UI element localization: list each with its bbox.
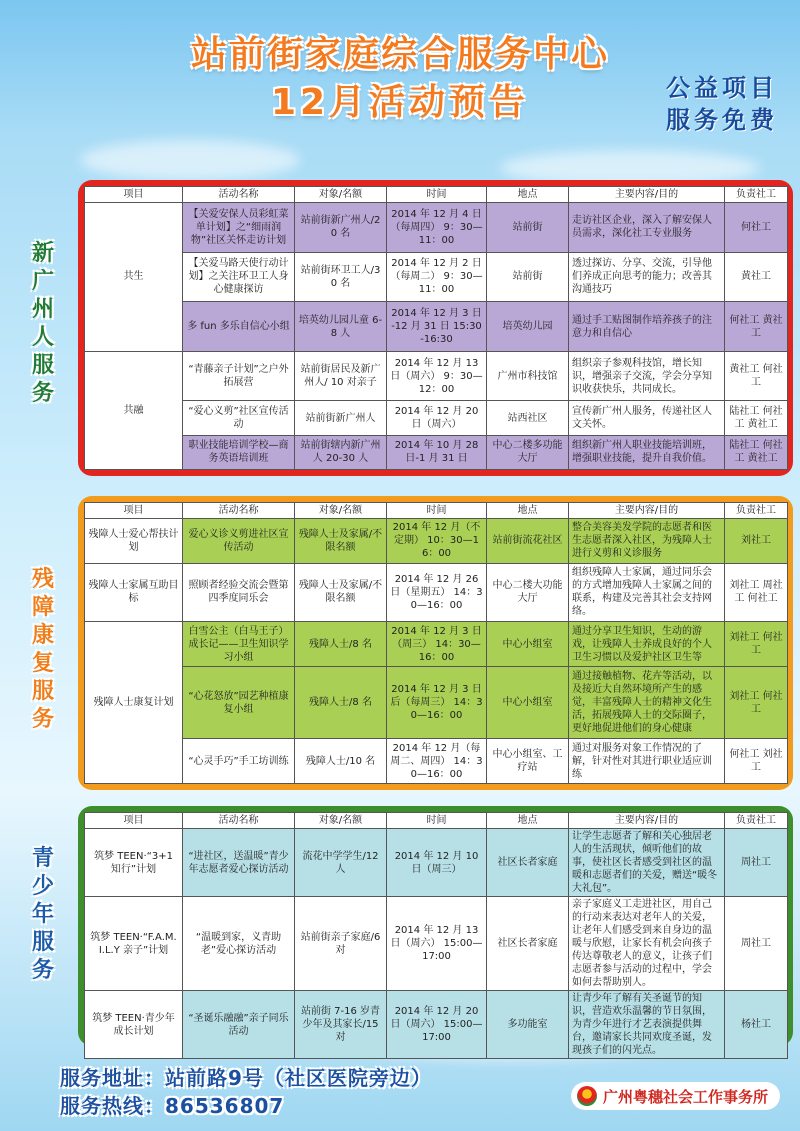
- project-cell: 残障人士家属互助目标: [85, 563, 183, 622]
- project-cell: 筑梦 TEEN·青少年成长计划: [85, 991, 183, 1059]
- table-header-row: [85, 503, 788, 519]
- table-row: “心灵手巧”手工坊训练 残障人士/10 名 2014 年 12 月（每周二、周四） 14：30—16：00 中心小组室、工疗站 通过对服务对象工作情况的了解，针对性对其进行职业适应训练 何社工 刘社工: [85, 739, 788, 784]
- table-row: 筑梦 TEEN·“3+1 知行”计划 “进社区，送温暖”青少年志愿者爱心探访活动 流花中学学生/12 人 2014 年 12 月 10 日（周三） 社区长者家庭 让学生志愿者了解和关心独居老人的生活现状，倾听他们的故事，使社区长者感受到社区的温暖和志愿者们的关爱，赠送“暖冬大礼包”。 周社工: [85, 829, 788, 897]
- table-row: 共融 “青藤亲子计划”之户外拓展营 站前街居民及新广州人/ 10 对亲子 2014 年 12 月 13 日（周六） 9：30—12：00 广州市科技馆 组织亲子参观科技馆，增长知识，增强亲子交流，学会分享知识收获快乐，共同成长。 黄社工 何社工: [85, 351, 788, 401]
- table-header-row: [85, 813, 788, 829]
- activity-table-new-guangzhou: [84, 186, 788, 470]
- column-header: 活动名称: [183, 503, 295, 519]
- project-cell: 筑梦 TEEN·“F.A.M.I.L.Y 亲子”计划: [85, 897, 183, 991]
- column-header: 对象/名额: [295, 503, 387, 519]
- column-header: 地点: [487, 813, 569, 829]
- table-header-row: [85, 187, 788, 203]
- organization-logo-icon: [577, 1086, 597, 1106]
- column-header: 地点: [487, 187, 569, 203]
- project-cell: 共生: [85, 203, 183, 352]
- slogan-line-2: 服务免费: [666, 105, 778, 134]
- column-header: 时间: [387, 503, 487, 519]
- column-header: 项目: [85, 187, 183, 203]
- table-row: 多 fun 多乐自信心小组 培英幼儿园儿童 6-8 人 2014 年 12 月 3 日 -12 月 31 日 15:30-16:30 培英幼儿园 通过手工贴图制作培养孩子的注意力和自信心 何社工 黄社工: [85, 302, 788, 352]
- section-label-youth: 青 少 年 服 务: [31, 846, 54, 983]
- table-row: 残障人士康复计划 白雪公主（白马王子）成长记——卫生知识学习小组 残障人士/8 名 2014 年 12 月 3 日（周三） 14：30—16：00 中心小组室 通过分享卫生知识，生动的游戏，让残障人士养成良好的个人卫生习惯以及爱护社区卫生等 刘社工 何社工: [85, 622, 788, 667]
- column-header: 主要内容/目的: [569, 187, 725, 203]
- table-row: 筑梦 TEEN·青少年成长计划 “圣诞乐融融”亲子同乐活动 站前街 7-16 岁青少年及其家长/15 对 2014 年 12 月 20 日（周六） 15:00—17:00 多功能室 让青少年了解有关圣诞节的知识，营造欢乐温馨的节日氛围，为青少年进行才艺表演提供舞台，邀请家长共同欢度圣诞，发现孩子们的闪光点。 杨社工: [85, 991, 788, 1059]
- slogan-line-1: 公益项目: [666, 73, 778, 102]
- table-row: “爱心义剪”社区宣传活动 站前街新广州人 2014 年 12 月 20 日（周六） 站西社区 宣传新广州人服务，传递社区人文关怀。 陆社工 何社工 黄社工: [85, 401, 788, 435]
- activity-table-disability: [84, 502, 788, 784]
- column-header: 主要内容/目的: [569, 813, 725, 829]
- page-title: 站前街家庭综合服务中心: [190, 34, 609, 75]
- column-header: 主要内容/目的: [569, 503, 725, 519]
- table-row: 筑梦 TEEN·“F.A.M.I.L.Y 亲子”计划 “温暖到家，义青助老”爱心探访活动 站前街亲子家庭/6 对 2014 年 12 月 13 日（周六） 15:00—17:00 社区长者家庭 亲子家庭义工走进社区，用自己的行动来表达对老年人的关爱，让老年人们感受到来自身边的温暖与欣慰，让家长有机会向孩子传达尊敬老人的意义，让孩子们志愿者参与活动的过程中，学会如何去帮助别人。 周社工: [85, 897, 788, 991]
- service-address: 服务地址：站前路9号（社区医院旁边）: [60, 1066, 432, 1090]
- project-cell: 残障人士爱心帮扶计划: [85, 519, 183, 564]
- column-header: 项目: [85, 813, 183, 829]
- section-label-new-guangzhou: 新 广 州 人 服 务: [31, 241, 54, 406]
- column-header: 负责社工: [725, 187, 788, 203]
- project-cell: 筑梦 TEEN·“3+1 知行”计划: [85, 829, 183, 897]
- table-row: 共生 【关爱安保人员彩虹菜单计划】之“细雨润物”社区关怀走访计划 站前街新广州人/20 名 2014 年 12 月 4 日（每周四） 9：30—11：00 站前街 走访社区企业，深入了解安保人员需求，深化社工专业服务 何社工: [85, 203, 788, 253]
- section-youth-panel: [78, 806, 793, 1056]
- organization-name: 广州粤穗社会工作事务所: [602, 1087, 768, 1106]
- organization-badge: [571, 1082, 780, 1110]
- table-row: 残障人士家属互助目标 照顾者经验交流会暨第四季度同乐会 残障人士及家属/不限名额 2014 年 12 月 26 日（星期五） 14：30—16：00 中心二楼大功能大厅 组织残障人士家属，通过同乐会的方式增加残障人士家属之间的联系，构建及完善其社会支持网络。 刘社工 周社工 何社工: [85, 563, 788, 622]
- column-header: 负责社工: [725, 503, 788, 519]
- project-cell: 共融: [85, 351, 183, 469]
- column-header: 时间: [387, 813, 487, 829]
- section-disability-panel: [78, 496, 793, 790]
- section-new-guangzhou-panel: [78, 180, 793, 476]
- activity-table-youth: [84, 812, 788, 1059]
- column-header: 对象/名额: [295, 813, 387, 829]
- table-row: 【关爱马路天使行动计划】之关注环卫工人身心健康探访 站前街环卫工人/30 名 2014 年 12 月 2 日（每周二） 9：30—11：00 站前街 透过探访、分享、交流，引导他们养成正向思考的能力；改善其沟通技巧 黄社工: [85, 252, 788, 302]
- column-header: 对象/名额: [295, 187, 387, 203]
- column-header: 地点: [487, 503, 569, 519]
- column-header: 负责社工: [725, 813, 788, 829]
- column-header: 活动名称: [183, 187, 295, 203]
- column-header: 时间: [387, 187, 487, 203]
- page-subtitle: 12月活动预告: [270, 82, 530, 123]
- project-cell: 残障人士康复计划: [85, 622, 183, 784]
- service-hotline: 服务热线：86536807: [60, 1094, 285, 1118]
- column-header: 项目: [85, 503, 183, 519]
- column-header: 活动名称: [183, 813, 295, 829]
- section-label-disability: 残 障 康 复 服 务: [31, 567, 54, 732]
- table-row: 职业技能培训学校—商务英语培训班 站前街辖内新广州人 20-30 人 2014 年 10 月 28 日-1 月 31 日 中心二楼多功能大厅 组织新广州人职业技能培训班，增强职业技能，提升自我价值。 陆社工 何社工 黄社工: [85, 435, 788, 469]
- table-row: 残障人士爱心帮扶计划 爱心义诊义剪进社区宣传活动 残障人士及家属/不限名额 2014 年 12 月（不定期） 10：30—16：00 站前街流花社区 整合美容美发学院的志愿者和医生志愿者深入社区，为残障人士进行义剪和义诊服务 刘社工: [85, 519, 788, 564]
- table-row: “心花怒放”园艺种植康复小组 残障人士/8 名 2014 年 12 月 3 日后（每周三） 14：30—16：00 中心小组室 通过接触植物、花卉等活动，以及接近大自然环境所产生的感觉，丰富残障人士的精神文化生活，拓展残障人士的交际圈子，更好地促进他们的身心健康 刘社工 何社工: [85, 666, 788, 738]
